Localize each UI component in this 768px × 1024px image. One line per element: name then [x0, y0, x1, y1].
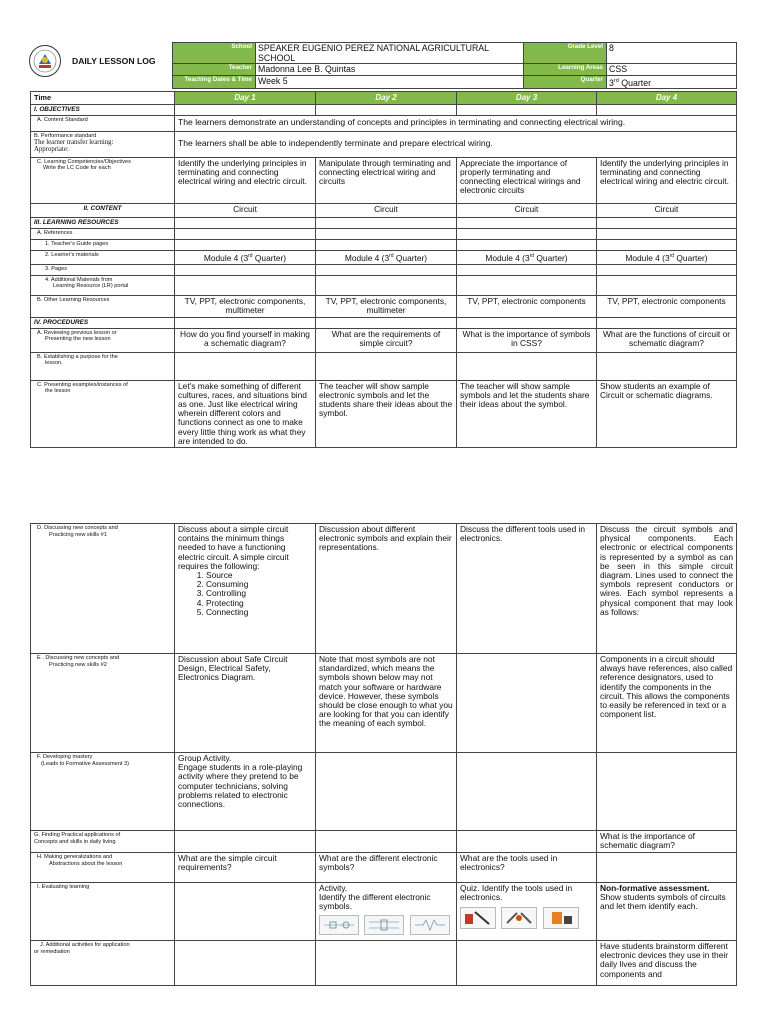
pages-label: 3. Pages [31, 264, 175, 275]
competency-day1: Identify the underlying principles in terminating and connecting electrical wiring and electric circuit. [175, 157, 316, 203]
discuss1-day4: Discuss the circuit symbols and physical components. Each electronic or electrical components is represented by a symbol as can be seen in this simple circuit diagram. Lines used to connect the symbols represent conductors or wires. Each symbol represents a physical component that may look as follows: [597, 524, 737, 654]
school-value: SPEAKER EUGENIO PEREZ NATIONAL AGRICULTURAL SCHOOL [256, 43, 524, 64]
review-day3: What is the importance of symbols in CSS? [457, 328, 597, 352]
day4-header: Day 4 [597, 92, 737, 105]
discuss1-day3: Discuss the different tools used in electronics. [457, 524, 597, 654]
lm-label: 2. Learner's materials [31, 250, 175, 264]
content-standard-text: The learners demonstrate an understanding of concepts and principles in terminating and connecting electrical wiring. [175, 115, 737, 131]
evaluating-day2: Activity. Identify the different electronic symbols. [316, 883, 457, 941]
content-standard-label: A. Content Standard [31, 115, 175, 131]
examples-day3: The teacher will show sample symbols and let the students share their ideas about the symbol. [457, 380, 597, 447]
examples-day1: Let's make something of different cultures, races, and situations bind as one. Just like electrical wiring wherein different colors and functions connect as one to make every little thing work as what they are intended to do. [175, 380, 316, 447]
review-day1: How do you find yourself in making a schematic diagram? [175, 328, 316, 352]
review-day4: What are the functions of circuit or schematic diagram? [597, 328, 737, 352]
log-title: DAILY LESSON LOG [72, 56, 156, 66]
symbol-thumbnail-3 [410, 915, 450, 935]
quarter-value: 3rd Quarter [607, 76, 737, 89]
lm-day3: Module 4 (3rd Quarter) [457, 250, 597, 264]
mastery-day1: Group Activity. Engage students in a role-playing activity where they pretend to be computer technicians, solving problems related to electronic connections. [175, 753, 316, 831]
deped-seal [28, 44, 62, 78]
tool-thumbnail-1 [460, 907, 496, 929]
examples-day2: The teacher will show sample electronic symbols and let the students share their ideas about the symbol. [316, 380, 457, 447]
discuss2-day1: Discussion about Safe Circuit Design, Electrical Safety, Electronics Diagram. [175, 654, 316, 753]
section-content: II. CONTENT [31, 203, 175, 217]
symbol-thumbnail-1 [319, 915, 359, 935]
other-day3: TV, PPT, electronic components [457, 295, 597, 317]
tool-thumbnail-3 [543, 907, 579, 929]
other-resources-label: B. Other Learning Resources [31, 295, 175, 317]
teacher-value: Madonna Lee B. Quintas [256, 64, 524, 76]
performance-standard-label: B. Performance standard The learner transfer learning: Appropriate: [31, 131, 175, 157]
grade-value: 8 [607, 43, 737, 64]
generalization-day2: What are the different electronic symbols? [316, 853, 457, 883]
discuss2-label: E . Discussing new concepts and Practicing new skills #2 [31, 654, 175, 753]
mastery-label: F. Developing mastery (Leads to Formative Assessment 3) [31, 753, 175, 831]
day3-header: Day 3 [457, 92, 597, 105]
review-label: A. Reviewing previous lesson or Presenting the new lesson [31, 328, 175, 352]
examples-label: C. Presenting examples/instances of the lesson [31, 380, 175, 447]
symbol-thumbnail-2 [364, 915, 404, 935]
performance-standard-text: The learners shall be able to independently terminate and prepare electrical wiring. [175, 131, 737, 157]
evaluating-label: I. Evaluating learning [31, 883, 175, 941]
content-day3: Circuit [457, 203, 597, 217]
teacher-label: Teacher [173, 64, 256, 76]
references-label: A. References [31, 228, 175, 239]
lm-day1: Module 4 (3rd Quarter) [175, 250, 316, 264]
tg-pages-label: 1. Teacher's Guide pages [31, 239, 175, 250]
area-value: CSS [607, 64, 737, 76]
evaluating-day4: Non-formative assessment. Show students symbols of circuits and let them identify each. [597, 883, 737, 941]
lm-day4: Module 4 (3rd Quarter) [597, 250, 737, 264]
examples-day4: Show students an example of Circuit or schematic diagrams. [597, 380, 737, 447]
day2-header: Day 2 [316, 92, 457, 105]
quarter-label: Quarter [524, 76, 607, 89]
generalization-day3: What are the tools used in electronics? [457, 853, 597, 883]
evaluating-day3: Quiz. Identify the tools used in electronics. [457, 883, 597, 941]
generalization-label: H. Making generalizations and Abstractions about the lesson [31, 853, 175, 883]
day1-header: Day 1 [175, 92, 316, 105]
competencies-label: C. Learning Competencies/Objectives Write the LC Code for each [31, 157, 175, 203]
practical-label: G. Finding Practical applications of Concepts and skills in daily living [31, 831, 175, 853]
additional-activities-label: J. Additional activities for application or remediation [31, 941, 175, 986]
competency-day4: Identify the underlying principles in terminating and connecting electrical wiring and electric circuit. [597, 157, 737, 203]
lm-day2: Module 4 (3rd Quarter) [316, 250, 457, 264]
other-day1: TV, PPT, electronic components, multimeter [175, 295, 316, 317]
competency-day2: Manipulate through terminating and connecting electrical wiring and circuits [316, 157, 457, 203]
time-header: Time [31, 92, 175, 105]
content-day2: Circuit [316, 203, 457, 217]
content-day4: Circuit [597, 203, 737, 217]
discuss2-day2: Note that most symbols are not standardized, which means the symbols shown below may not match your software or hardware device. However, these symbols should be close enough to what you are looking for that you can identify the meaning of each symbol. [316, 654, 457, 753]
competency-day3: Appreciate the importance of properly terminating and connecting electrical wirings and electronic circuits [457, 157, 597, 203]
section-procedures: IV. PROCEDURES [31, 317, 175, 328]
section-objectives: I. OBJECTIVES [31, 104, 175, 115]
lesson-table-page2 [30, 523, 737, 986]
other-day4: TV, PPT, electronic components [597, 295, 737, 317]
other-day2: TV, PPT, electronic components, multimeter [316, 295, 457, 317]
discuss1-day1: Discuss about a simple circuit contains the minimum things needed to have a functioning electric circuit. A simple circuit requires the following: 1. Source 2. Consuming 3. Controlling 4. Protecting 5. Connecting [175, 524, 316, 654]
purpose-label: B. Establishing a purpose for the lesson. [31, 352, 175, 380]
grade-label: Grade Level [524, 43, 607, 64]
dates-label: Teaching Dates & Time [173, 76, 256, 89]
lesson-table-page1 [30, 91, 737, 448]
generalization-day1: What are the simple circuit requirements? [175, 853, 316, 883]
content-day1: Circuit [175, 203, 316, 217]
discuss1-label: D. Discussing new concepts and Practicing new skills #1 [31, 524, 175, 654]
header-table [172, 42, 737, 89]
discuss2-day4: Components in a circuit should always have references, also called reference designators, used to identify the components in the circuit. This allows the components to easily be referenced in text or a component list. [597, 654, 737, 753]
school-label: School [173, 43, 256, 64]
review-day2: What are the requirements of simple circuit? [316, 328, 457, 352]
dates-value: Week 5 [256, 76, 524, 89]
additional-activities-day4: Have students brainstorm different electronic devices they use in their daily lives and discuss the components and [597, 941, 737, 986]
tool-thumbnail-2 [501, 907, 537, 929]
section-resources: III. LEARNING RESOURCES [31, 217, 175, 228]
area-label: Learning Areas [524, 64, 607, 76]
circuit-requirements-list: 1. Source 2. Consuming 3. Controlling 4. Protecting 5. Connecting [178, 571, 312, 617]
additional-materials-label: 4. Additional Materials from Learning Resource (LR) portal [31, 275, 175, 295]
discuss1-day2: Discussion about different electronic symbols and explain their representations. [316, 524, 457, 654]
practical-day4: What is the importance of schematic diagram? [597, 831, 737, 853]
